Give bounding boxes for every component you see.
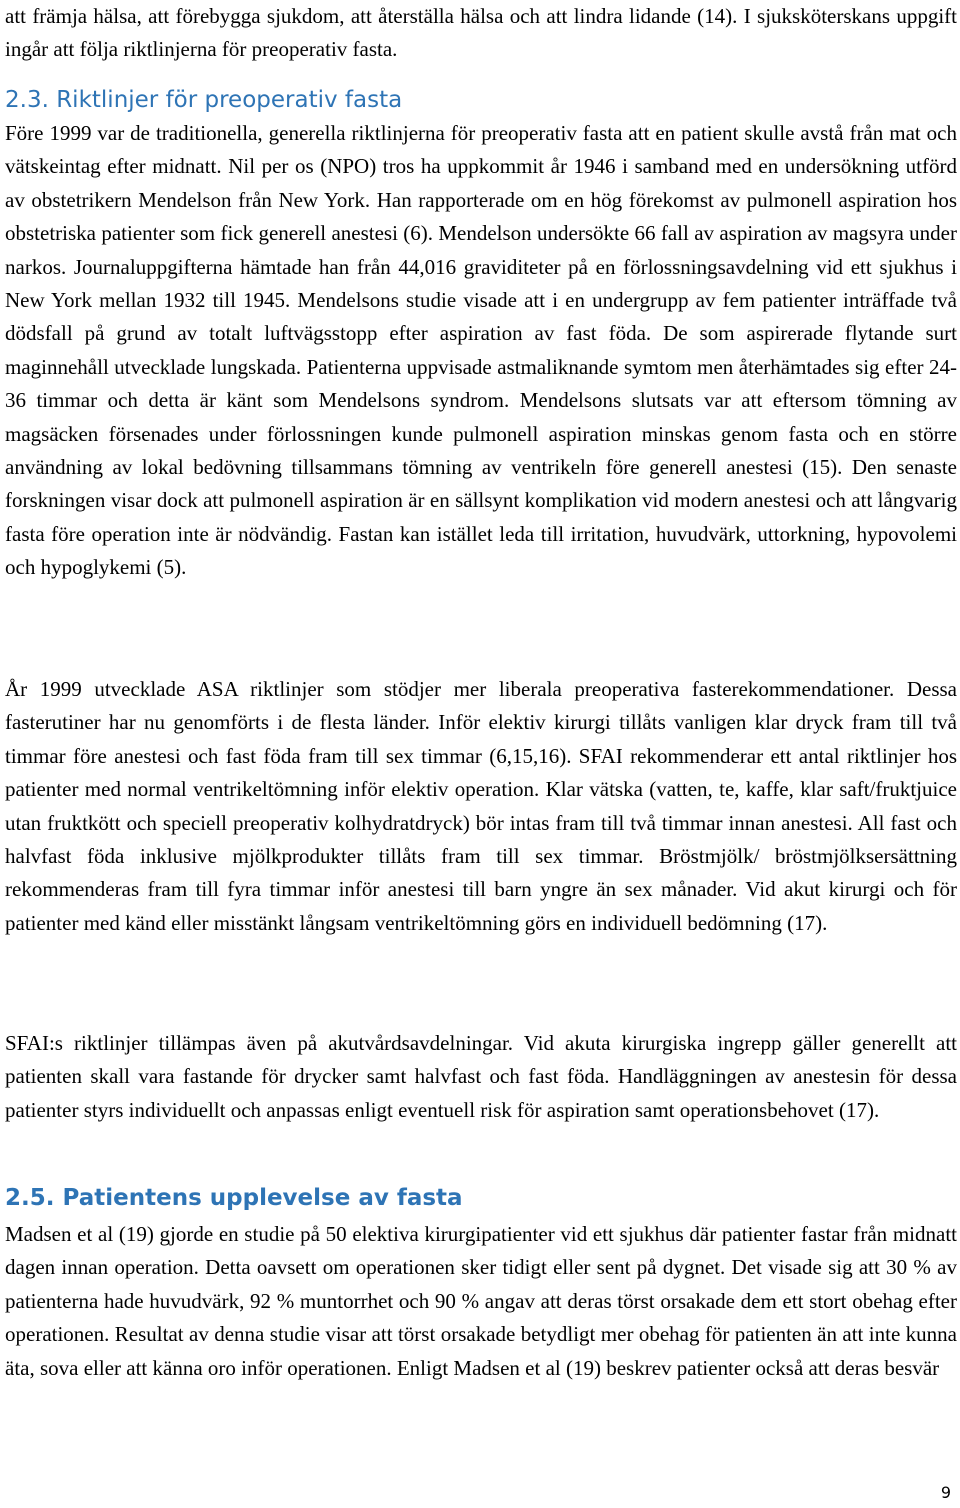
page-number: 9 <box>940 1483 951 1502</box>
section-heading-patientens-upplevelse: 2.5. Patientens upplevelse av fasta <box>5 1185 463 1211</box>
paragraph-madsen-study: Madsen et al (19) gjorde en studie på 50 elektiva kirurgipatienter vid ett sjukhus där patienter fastar från midnatt dagen innan operation. Detta oavsett om operationen sker tidigt eller sent på dygnet. Det visade sig att 30 % av patienterna hade huvudvärk, 92 % muntorrhet och 90 % angav att deras törst orsakade dem ett stort obehag efter operationen. Resultat av denna studie visar att törst orsakade betydligt mer obehag för patienten än att inte kunna äta, sova eller att känna oro inför operationen. Enligt Madsen et al (19) beskrev patienter också att deras besvär <box>5 1222 957 1380</box>
section-heading-riktlinjer: 2.3. Riktlinjer för preoperativ fasta <box>5 87 403 113</box>
paragraph-npo-history: Före 1999 var de traditionella, generella riktlinjerna för preoperativ fasta att en patient skulle avstå från mat och vätskeintag efter midnatt. Nil per os (NPO) tros ha uppkommit år 1946 i samband med en undersökning utförd av obstetrikern Mendelson från New York. Han rapporterade om en hög förekomst av pulmonell aspiration hos obstetriska patienter som fick generell anestesi (6). Mendelson undersökte 66 fall av aspiration av magsyra under narkos. Journaluppgifterna hämtade han från 44,016 graviditeter på en förlossningsavdelning vid ett sjukhus i New York mellan 1932 till 1945. Mendelsons studie visade att i en undergrupp av fem patienter inträffade två dödsfall på grund av totalt luftvägsstopp efter aspiration av fast föda. De som aspirerade flytande surt maginnehåll utvecklade lungskada. Patienterna uppvisade astmaliknande symtom men återhämtades sig efter 24- 36 timmar och detta är känt som Mendelsons syndrom. Mendelsons slutsats var att eftersom tömning av magsäcken försenades under förlossningen kunde pulmonell aspiration minskas genom fasta och en större användning av lokal bedövning tillsammans tömning av ventrikeln före generell anestesi (15). Den senaste forskningen visar dock att pulmonell aspiration är en sällsynt komplikation vid modern anestesi och att långvarig fasta före operation inte är nödvändig. Fastan kan istället leda till irritation, huvudvärk, uttorkning, hypovolemi och hypoglykemi (5). <box>5 121 957 580</box>
paragraph-asa-guidelines: År 1999 utvecklade ASA riktlinjer som stödjer mer liberala preoperativa fasterekommendationer. Dessa fasterutiner har nu genomförts i de flesta länder. Inför elektiv kirurgi tillåts vanligen klar dryck fram till två timmar före anestesi och fast föda fram till sex timmar (6,15,16). SFAI rekommenderar ett antal riktlinjer hos patienter med normal ventrikeltömning inför elektiv operation. Klar vätska (vatten, te, kaffe, klar saft/fruktjuice utan fruktkött och speciell preoperativ kolhydratdryck) bör intas fram till två timmar innan anestesi. All fast och halvfast föda inklusive mjölkprodukter tillåts fram till sex timmar. Bröstmjölk/ bröstmjölksersättning rekommenderas fram till fyra timmar inför anestesi till barn yngre än sex månader. Vid akut kirurgi och för patienter med känd eller misstänkt långsam ventrikeltömning görs en individuell bedömning (17). <box>5 677 957 935</box>
paragraph-sfai-acute: SFAI:s riktlinjer tillämpas även på akutvårdsavdelningar. Vid akuta kirurgiska ingrepp gäller generellt att patienten skall vara fastande för drycker samt halvfast och fast föda. Handläggningen av anestesin för dessa patienter styrs individuellt och anpassas enligt eventuell risk för aspiration samt operationsbehovet (17). <box>5 1031 957 1122</box>
intro-paragraph: att främja hälsa, att förebygga sjukdom, att återställa hälsa och att lindra lidande (14). I sjuksköterskans uppgift ingår att följa riktlinjerna för preoperativ fasta. <box>5 4 957 62</box>
